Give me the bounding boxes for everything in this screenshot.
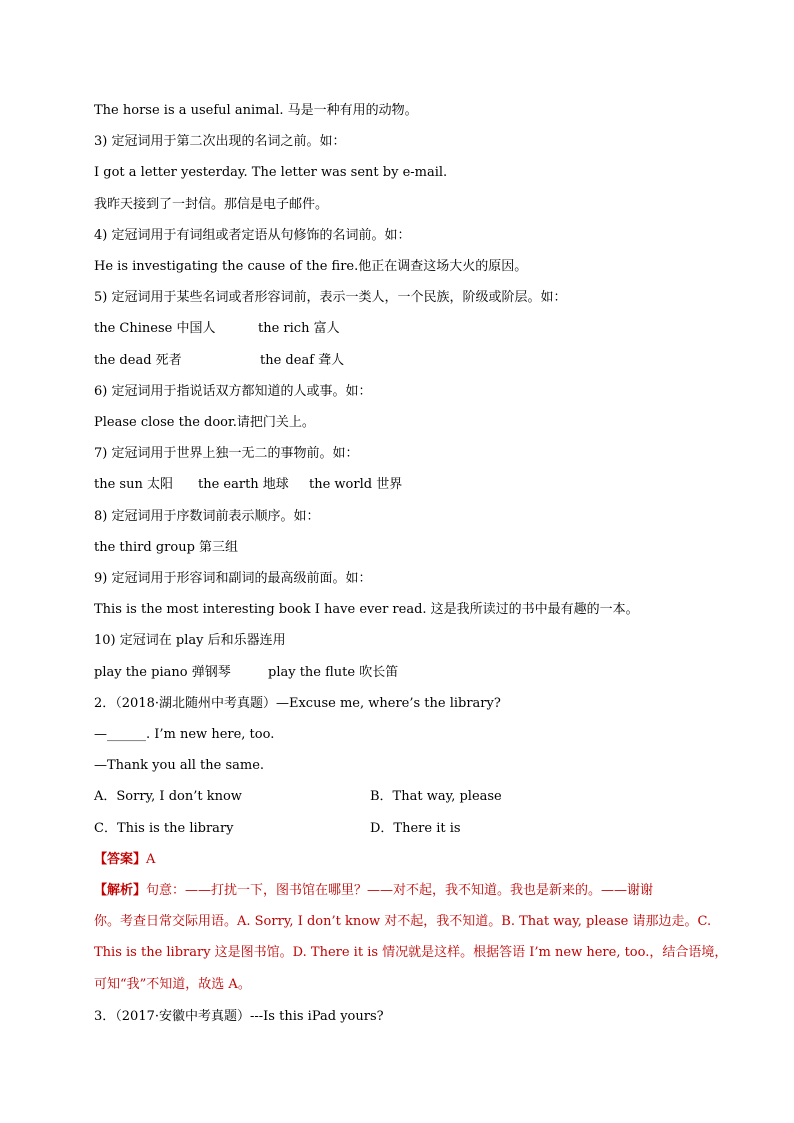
example-item: play the piano 弹钢琴 [94,665,231,680]
example-item: the Chinese 中国人 [94,321,216,336]
analysis-text: 你。考查日常交际用语。A. Sorry, I don’t know 对不起，我不知道。B. That way, please 请那边走。C. [94,914,712,929]
text-line: 6) 定冠词用于指说话双方都知道的人或事。如： [94,384,372,399]
analysis-label: 【解析】 [94,883,147,898]
text-line: He is investigating the cause of the fire.他正在调查这场大火的原因。 [94,259,528,274]
text-line: —Thank you all the same. [94,758,265,773]
analysis-line [94,913,711,931]
text-line: 10) 定冠词在 play 后和乐器连用 [94,633,286,648]
example-item: the dead 死者 [94,353,182,368]
option-item: A．Sorry, I don’t know [94,789,242,804]
answer-value: A [146,852,156,867]
analysis-line [94,944,727,962]
answer-line [94,851,155,869]
text-line: the third group 第三组 [94,540,239,555]
text-line: 5) 定冠词用于某些名词或者形容词前，表示一类人，一个民族，阶级或阶层。如： [94,290,567,305]
example-item: the sun 太阳 [94,477,173,492]
text-line: 3．（2017·安徽中考真题）---Is this iPad yours? [94,1009,384,1024]
text-line: 7) 定冠词用于世界上独一无二的事物前。如： [94,446,359,461]
analysis-line [94,976,251,994]
example-item: play the flute 吹长笛 [268,665,399,680]
example-item: the rich 富人 [258,321,340,336]
option-item: C．This is the library [94,821,234,836]
answer-label: 【答案】 [94,852,147,867]
analysis-text: This is the library 这是图书馆。D. There it is 情况就是这样。根据答语 I’m new here, too.，结合语境， [94,945,728,960]
text-line: Please close the door.请把门关上。 [94,415,315,430]
analysis-line [94,882,653,900]
text-line: —______. I’m new here, too. [94,727,275,742]
analysis-text: 可知“我”不知道，故选 A。 [94,977,251,992]
text-line: 4) 定冠词用于有词组或者定语从句修饰的名词前。如： [94,228,411,243]
option-item: B．That way, please [370,789,502,804]
text-line: 8) 定冠词用于序数词前表示顺序。如： [94,509,320,524]
text-line: 9) 定冠词用于形容词和副词的最高级前面。如： [94,571,372,586]
text-line: 2．（2018·湖北随州中考真题）—Excuse me, where’s the library? [94,696,501,711]
example-item: the world 世界 [309,477,403,492]
option-item: D．There it is [370,821,461,836]
analysis-text: 句意：——打扰一下，图书馆在哪里？——对不起，我不知道。我也是新来的。——谢谢 [146,883,654,898]
example-item: the deaf 聋人 [260,353,345,368]
text-line: 我昨天接到了一封信。那信是电子邮件。 [94,197,329,212]
example-item: the earth 地球 [198,477,289,492]
text-line: I got a letter yesterday. The letter was sent by e-mail. [94,165,448,180]
text-line: The horse is a useful animal. 马是一种有用的动物。 [94,103,418,118]
text-line: 3) 定冠词用于第二次出现的名词之前。如： [94,134,346,149]
text-line: This is the most interesting book I have ever read. 这是我所读过的书中最有趣的一本。 [94,602,639,617]
